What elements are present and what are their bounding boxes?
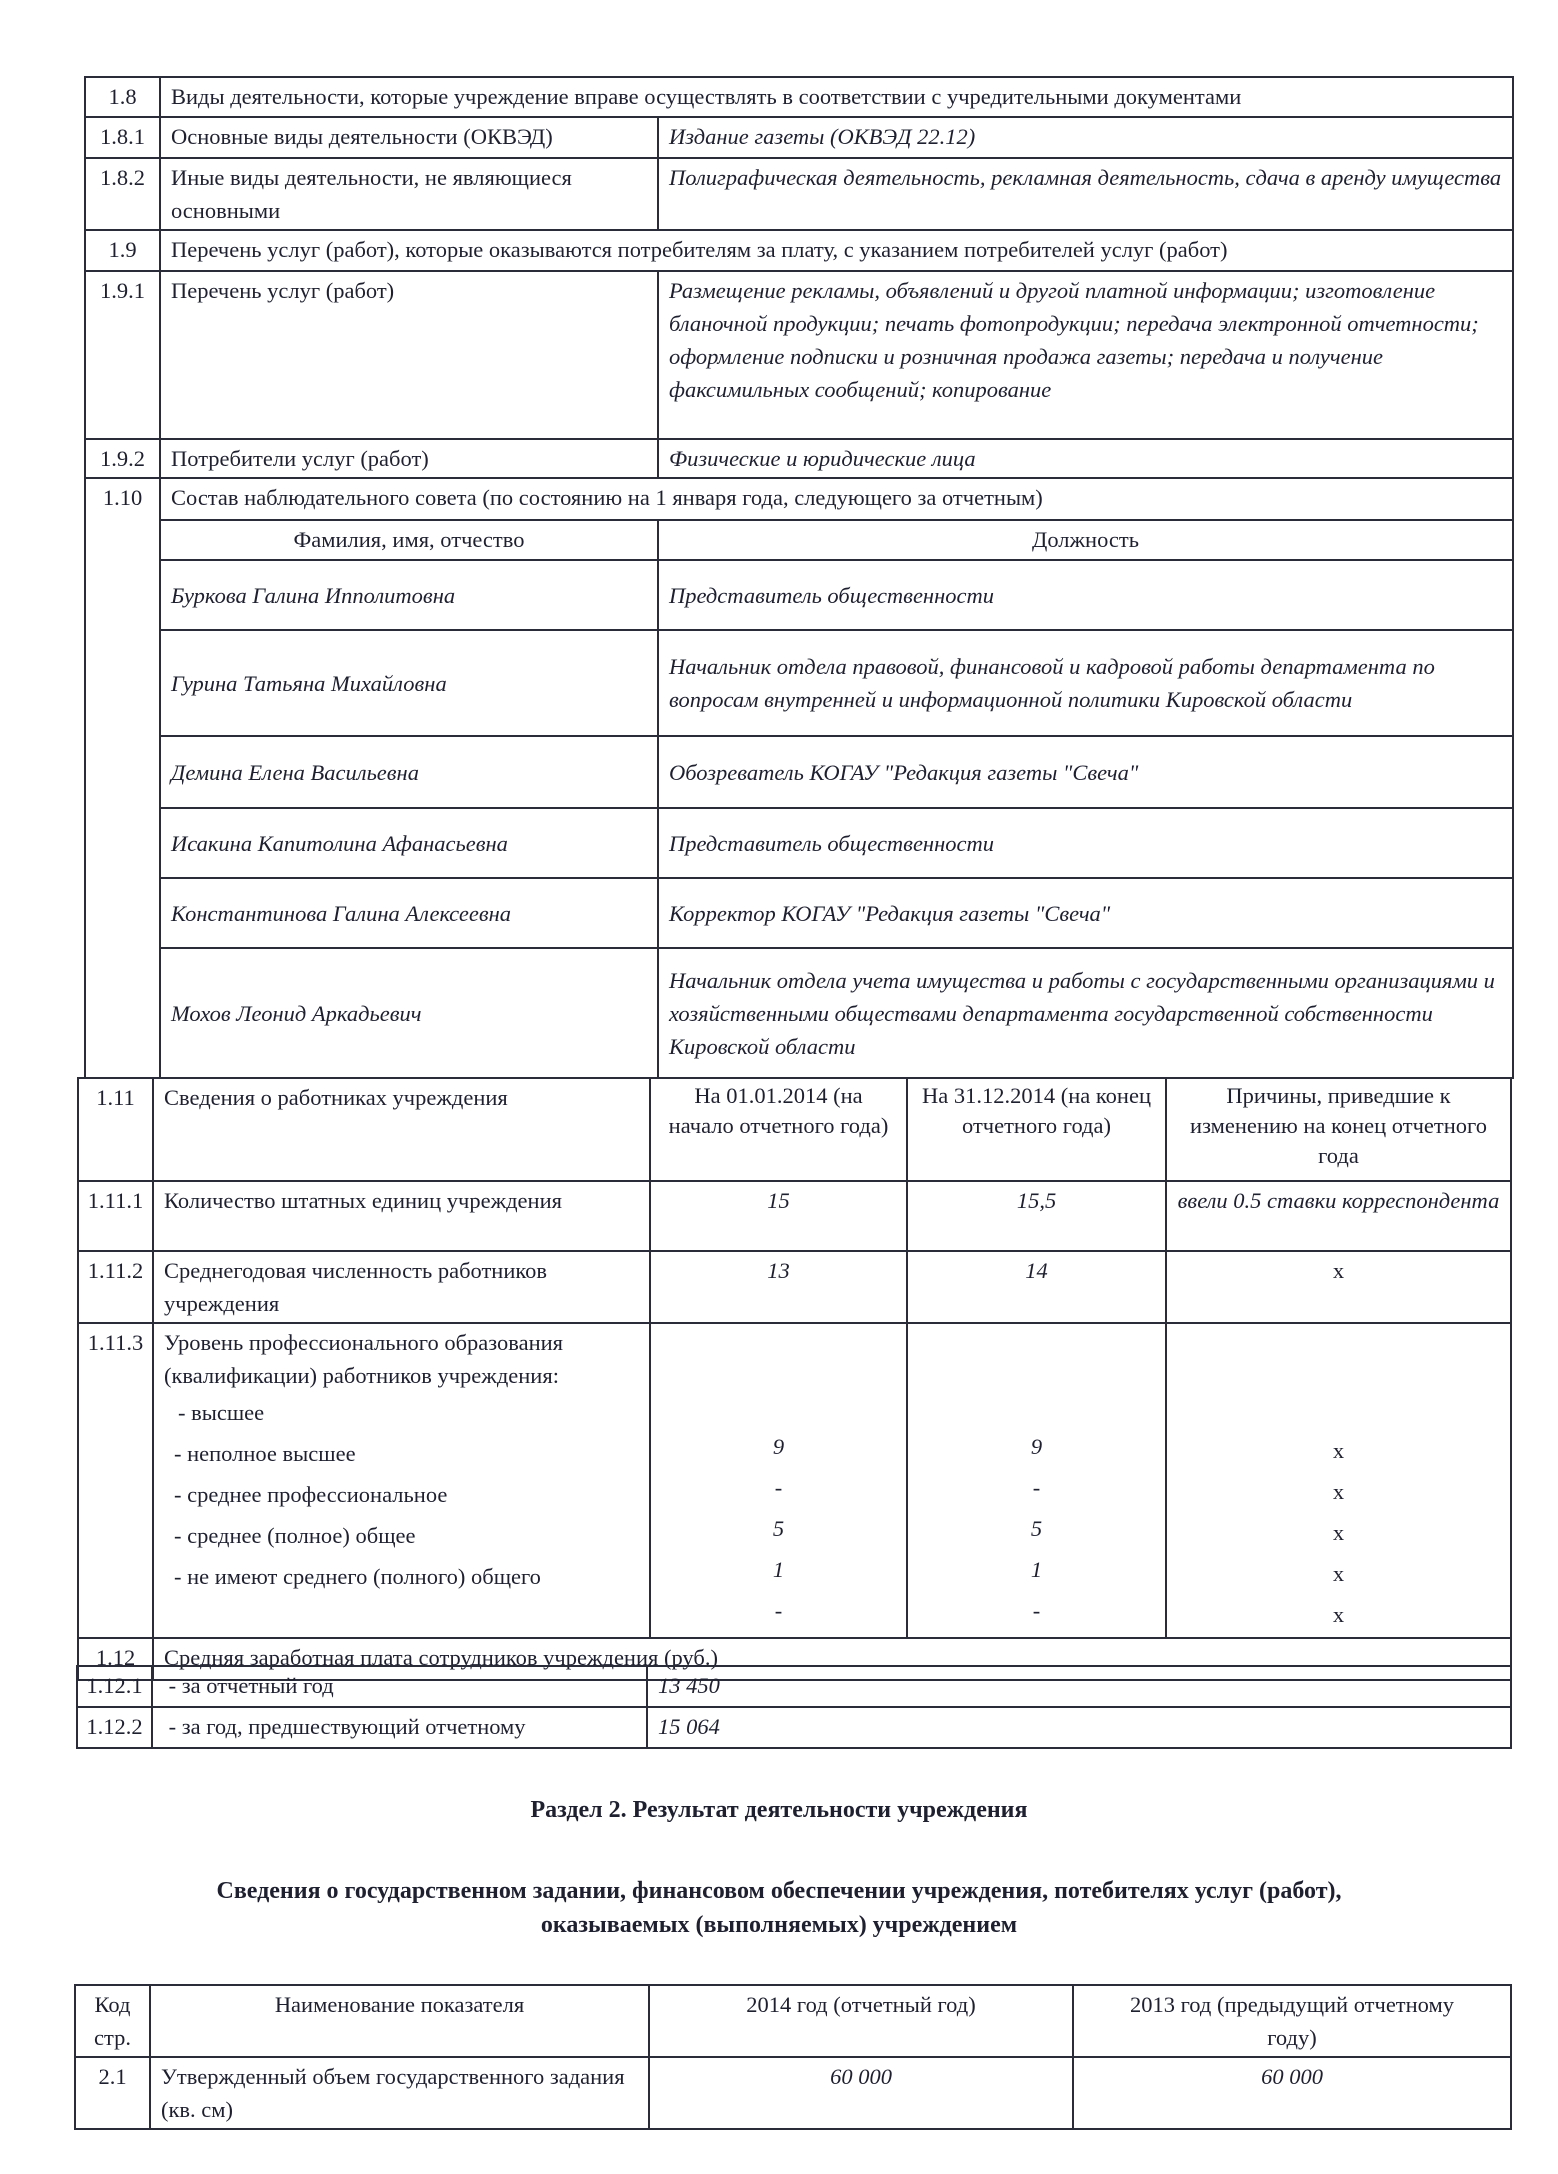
row-1-12-1 <box>77 1666 1511 1707</box>
board-member-row <box>85 736 1513 808</box>
row-code: 1.12.1 <box>77 1666 152 1707</box>
value-end: 9 <box>1030 1434 1043 1459</box>
value-start: 5 <box>772 1516 785 1541</box>
member-name: Мохов Леонид Аркадьевич <box>160 948 658 1078</box>
row-value: Издание газеты (ОКВЭД 22.12) <box>658 117 1513 158</box>
state-task-table <box>74 1984 1512 2130</box>
row-label: Перечень услуг (работ) <box>160 271 658 439</box>
value-end: 1 <box>1030 1557 1043 1582</box>
row-label <box>153 1323 650 1638</box>
column-header-name: Наименование показателя <box>150 1985 649 2057</box>
row-label: Потребители услуг (работ) <box>160 439 658 478</box>
column-header-position: Должность <box>658 520 1513 560</box>
row-code: 1.11.2 <box>78 1251 153 1323</box>
row-label: Количество штатных единиц учреждения <box>153 1181 650 1251</box>
row-1-11 <box>78 1078 1511 1181</box>
section-2-subtitle-line-2: оказываемых (выполняемых) учреждением <box>540 1912 1018 1938</box>
value-end: 5 <box>1030 1516 1043 1541</box>
value-start: 9 <box>772 1434 785 1459</box>
row-value: 15 064 <box>647 1707 1511 1748</box>
row-code: 1.12.2 <box>77 1707 152 1748</box>
row-label: Сведения о работниках учреждения <box>153 1078 650 1181</box>
member-position: Представитель общественности <box>658 808 1513 878</box>
value-start: 15 <box>650 1181 907 1251</box>
member-position: Корректор КОГАУ "Редакция газеты "Свеча" <box>658 878 1513 948</box>
education-heading: Уровень профессионального образования (квалификации) работников учреждения: <box>164 1330 564 1388</box>
values-start <box>650 1323 907 1638</box>
row-1-8 <box>85 77 1513 117</box>
values-end <box>907 1323 1166 1638</box>
board-member-row <box>85 948 1513 1078</box>
value-end: - <box>1032 1475 1041 1500</box>
row-label: - за отчетный год <box>152 1666 647 1707</box>
education-item: - среднее профессиональное <box>174 1482 448 1507</box>
table-row <box>75 2057 1511 2129</box>
member-name: Исакина Капитолина Афанасьевна <box>160 808 658 878</box>
row-label: - за год, предшествующий отчетному <box>152 1707 647 1748</box>
value-2013: 60 000 <box>1073 2057 1511 2129</box>
row-code: 1.9.1 <box>85 271 160 439</box>
member-position: Представитель общественности <box>658 560 1513 630</box>
member-position: Начальник отдела правовой, финансовой и кадровой работы департамента по вопросам внутренней и информационной политики Кировской области <box>658 630 1513 736</box>
value-start: 13 <box>650 1251 907 1323</box>
column-header-end: На 31.12.2014 (на конец отчетного года) <box>907 1078 1166 1181</box>
board-member-row <box>85 878 1513 948</box>
row-1-9 <box>85 230 1513 271</box>
row-1-8-1 <box>85 117 1513 158</box>
value-reason: х <box>1332 1520 1345 1545</box>
row-1-11-3 <box>78 1323 1511 1638</box>
value-end: 14 <box>907 1251 1166 1323</box>
row-code: 1.9.2 <box>85 439 160 478</box>
member-name: Буркова Галина Ипполитовна <box>160 560 658 630</box>
member-name: Демина Елена Васильевна <box>160 736 658 808</box>
state-task-header-row <box>75 1985 1511 2057</box>
row-1-9-2 <box>85 439 1513 478</box>
value-start: - <box>774 1475 783 1500</box>
row-1-11-2 <box>78 1251 1511 1323</box>
column-header-name: Фамилия, имя, отчество <box>160 520 658 560</box>
row-code: 1.8.1 <box>85 117 160 158</box>
value-reason: х <box>1332 1438 1345 1463</box>
value-reason: х <box>1332 1602 1345 1627</box>
column-header-start: На 01.01.2014 (на начало отчетного года) <box>650 1078 907 1181</box>
row-1-11-1 <box>78 1181 1511 1251</box>
board-member-row <box>85 808 1513 878</box>
value-reason: ввели 0.5 ставки корреспондента <box>1166 1181 1511 1251</box>
row-label: Иные виды деятельности, не являющиеся основными <box>160 158 658 230</box>
member-position: Обозреватель КОГАУ "Редакция газеты "Свеча" <box>658 736 1513 808</box>
member-name: Константинова Галина Алексеевна <box>160 878 658 948</box>
row-label: Состав наблюдательного совета (по состоянию на 1 января года, следующего за отчетным) <box>160 478 1513 520</box>
row-value: Полиграфическая деятельность, рекламная деятельность, сдача в аренду имущества <box>658 158 1513 230</box>
row-label: Основные виды деятельности (ОКВЭД) <box>160 117 658 158</box>
row-name: Утвержденный объем государственного задания (кв. см) <box>150 2057 649 2129</box>
value-end: - <box>1032 1598 1041 1623</box>
education-item: - высшее <box>178 1400 265 1425</box>
education-item: - среднее (полное) общее <box>174 1523 416 1548</box>
column-header-2013: 2013 год (предыдущий отчетному году) <box>1073 1985 1511 2057</box>
board-header-row <box>85 520 1513 560</box>
row-value: 13 450 <box>647 1666 1511 1707</box>
row-code: 1.12 <box>78 1638 153 1680</box>
row-code: 1.11.1 <box>78 1181 153 1251</box>
staff-table <box>77 1077 1512 1681</box>
value-reason: х <box>1166 1251 1511 1323</box>
board-member-row <box>85 560 1513 630</box>
section-2-title: Раздел 2. Результат деятельности учреждения <box>530 1797 1028 1823</box>
row-code: 2.1 <box>75 2057 150 2129</box>
section-2-subtitle-line-1: Сведения о государственном задании, финансовом обеспечении учреждения, потебителях услуг (работ), <box>216 1878 1342 1904</box>
row-value: Размещение рекламы, объявлений и другой платной информации; изготовление бланочной продукции; печать фотопродукции; передача электронной отчетности; оформление подписки и розничная продажа газеты; передача и получение факсимильных сообщений; копирование <box>658 271 1513 439</box>
member-name: Гурина Татьяна Михайловна <box>160 630 658 736</box>
value-end: 15,5 <box>907 1181 1166 1251</box>
board-member-row <box>85 630 1513 736</box>
row-code: 1.10 <box>85 478 160 1078</box>
column-header-code: Код стр. <box>75 1985 150 2057</box>
column-header-2014: 2014 год (отчетный год) <box>649 1985 1073 2057</box>
row-code: 1.11.3 <box>78 1323 153 1638</box>
row-1-9-1 <box>85 271 1513 439</box>
education-item: - неполное высшее <box>174 1441 356 1466</box>
row-code: 1.8 <box>85 77 160 117</box>
row-code: 1.8.2 <box>85 158 160 230</box>
value-start: 1 <box>772 1557 785 1582</box>
row-value: Физические и юридические лица <box>658 439 1513 478</box>
row-label: Перечень услуг (работ), которые оказываются потребителям за плату, с указанием потребителей услуг (работ) <box>160 230 1513 271</box>
member-position: Начальник отдела учета имущества и работы с государственными организациями и хозяйственными обществами департамента государственной собственности Кировской области <box>658 948 1513 1078</box>
value-reason: х <box>1332 1561 1345 1586</box>
education-item: - не имеют среднего (полного) общего <box>174 1564 541 1589</box>
row-1-10 <box>85 478 1513 520</box>
column-header-reason: Причины, приведшие к изменению на конец отчетного года <box>1166 1078 1511 1181</box>
row-label: Среднегодовая численность работников учреждения <box>153 1251 650 1323</box>
salary-table <box>76 1665 1512 1749</box>
value-reason: х <box>1332 1479 1345 1504</box>
row-1-12-2 <box>77 1707 1511 1748</box>
row-code: 1.11 <box>78 1078 153 1181</box>
row-code: 1.9 <box>85 230 160 271</box>
value-2014: 60 000 <box>649 2057 1073 2129</box>
row-label: Средняя заработная плата сотрудников учреждения (руб.) <box>153 1638 1511 1680</box>
activities-table <box>84 76 1514 1079</box>
values-reason <box>1166 1323 1511 1638</box>
value-start: - <box>774 1598 783 1623</box>
row-1-8-2 <box>85 158 1513 230</box>
row-label: Виды деятельности, которые учреждение вправе осуществлять в соответствии с учредительными документами <box>160 77 1513 117</box>
